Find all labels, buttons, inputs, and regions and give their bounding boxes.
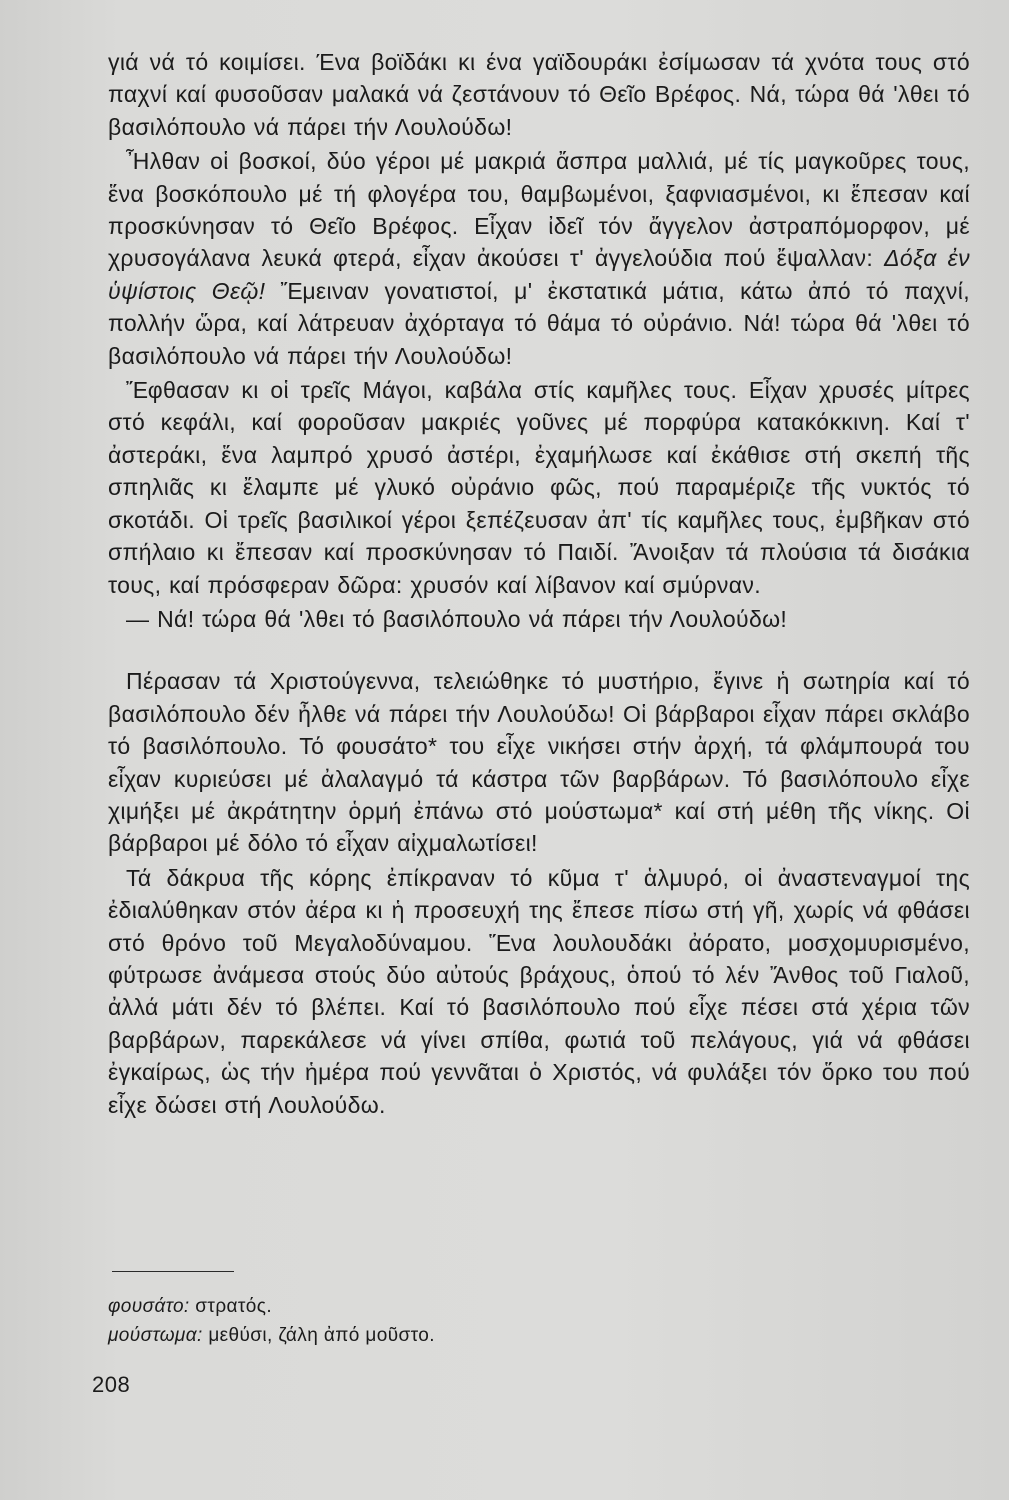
footnote-2 xyxy=(108,1321,708,1350)
footnote-1-term: φουσάτο: xyxy=(108,1296,190,1317)
page-number: 208 xyxy=(92,1372,131,1397)
paragraph-5: Πέρασαν τά Χριστούγεννα, τελειώθηκε τό μυστήριο, ἔγινε ἡ σωτηρία καί τό βασιλόπουλο δέν ἦλθε νά πάρει τήν Λουλούδω! Οἱ βάρβαροι εἶχαν πάρει σκλάβο τό βασιλόπουλο. Τό φουσάτο* του εἶχε νικήσει στήν ἀρχή, τά φλάμπουρά του εἶχαν κυριεύσει μέ ἀλαλαγμό τά κάστρα τῶν βαρβάρων. Τό βασιλόπουλο εἶχε χιμήξει μέ ἀκράτητην ὁρμή ἐπάνω στό μούστωμα* καί στή μέθη τῆς νίκης. Οἱ βάρβαροι μέ δόλο τό εἶχαν αἰχμαλωτίσει! xyxy=(108,668,970,857)
footnote-2-definition: μεθύσι, ζάλη ἀπό μοῦστο. xyxy=(208,1325,435,1346)
paragraph-2 xyxy=(108,145,970,372)
paragraph-4-dialogue: — Νά! τώρα θά 'λθει τό βασιλόπουλο νά πάρει τήν Λουλούδω! xyxy=(126,605,788,632)
paragraph-6: Τά δάκρυα τῆς κόρης ἐπίκραναν τό κῦμα τ' ἁλμυρό, οἱ ἀναστεναγμοί της ἐδιαλύθηκαν στόν ἀέρα κι ἡ προσευχή της ἔπεσε πίσω στή γῆ, χωρίς νά φθάσει στό θρόνο τοῦ Μεγαλοδύναμου. Ἕνα λουλουδάκι ἀόρατο, μοσχομυρισμένο, φύτρωσε ἀνάμεσα στούς δύο αὐτούς βράχους, ὁπού τό λέν Ἄνθος τοῦ Γιαλοῦ, ἀλλά μάτι δέν τό βλέπει. Καί τό βασιλόπουλο πού εἶχε πέσει στά χέρια τῶν βαρβάρων, παρεκάλεσε νά γίνει σπίθα, φωτιά τοῦ πελάγους, γιά νά φθάσει ἐγκαίρως, ὡς τήν ἡμέρα πού γεννᾶται ὁ Χριστός, νά φυλάξει τόν ὅρκο του πού εἶχε δώσει στή Λουλούδω. xyxy=(108,864,970,1118)
body-text xyxy=(108,46,970,1121)
footnote-2-term: μούστωμα: xyxy=(108,1325,203,1346)
paragraph-3: Ἔφθασαν κι οἱ τρεῖς Μάγοι, καβάλα στίς καμῆλες τους. Εἶχαν χρυσές μίτρες στό κεφάλι, καί φοροῦσαν μακριές γοῦνες μέ πορφύρα κατακόκκινη. Καί τ' ἀστεράκι, ἕνα λαμπρό χρυσό ἀστέρι, ἐχαμήλωσε καί ἐκάθισε στή σκεπή τῆς σπηλιᾶς κι ἔλαμπε μέ γλυκό οὐράνιο φῶς, πού παραμέριζε τῆς νυκτός τό σκοτάδι. Οἱ τρεῖς βασιλικοί γέροι ξεπέζευσαν ἀπ' τίς καμῆλες τους, ἐμβῆκαν στό σπήλαιο κι ἔπεσαν καί προσκύνησαν τό Παιδί. Ἄνοιξαν τά πλούσια τά δισάκια τους, καί πρόσφεραν δῶρα: χρυσόν καί λίβανον καί σμύρναν. xyxy=(108,377,970,598)
footnote-1-definition: στρατός. xyxy=(195,1296,273,1317)
footnotes xyxy=(108,1292,708,1350)
paragraph-2-tail: Ἔμειναν γονατιστοί, μ' ἐκστατικά μάτια, κάτω ἀπό τό παχνί, πολλήν ὥρα, καί λάτρευαν ἀχόρταγα τό θάμα τό οὐράνιο. Νά! τώρα θά 'λθει τό βασιλόπουλο νά πάρει τήν Λουλούδω! xyxy=(108,277,970,369)
paragraph-1: γιά νά τό κοιμίσει. Ένα βοϊδάκι κι ένα γαϊδουράκι ἐσίμωσαν τά χνότα τους στό παχνί καί φυσοῦσαν μαλακά νά ζεστάνουν τό Θεῖο Βρέφος. Νά, τώρα θά 'λθει τό βασιλόπουλο νά πάρει τήν Λουλούδω! xyxy=(108,49,970,140)
footnote-divider xyxy=(112,1271,234,1272)
paragraph-2-italic-hymn: Δόξα ἐν ὑψίστοις Θεῷ! xyxy=(108,245,970,304)
paragraph-2-text: Ἦλθαν οἱ βοσκοί, δύο γέροι μέ μακριά ἄσπρα μαλλιά, μέ τίς μαγκοῦρες τους, ἕνα βοσκόπουλο μέ τή φλογέρα του, θαμβωμένοι, ξαφνιασμένοι, κι ἔπεσαν καί προσκύνησαν τό Θεῖο Βρέφος. Εἶχαν ἰδεῖ τόν ἄγγελον ἀστραπόμορφον, μέ χρυσογάλανα λευκά φτερά, εἶχαν ἀκούσει τ' ἀγγελούδια πού ἔψαλλαν: xyxy=(108,148,970,272)
footnote-1 xyxy=(108,1292,708,1321)
